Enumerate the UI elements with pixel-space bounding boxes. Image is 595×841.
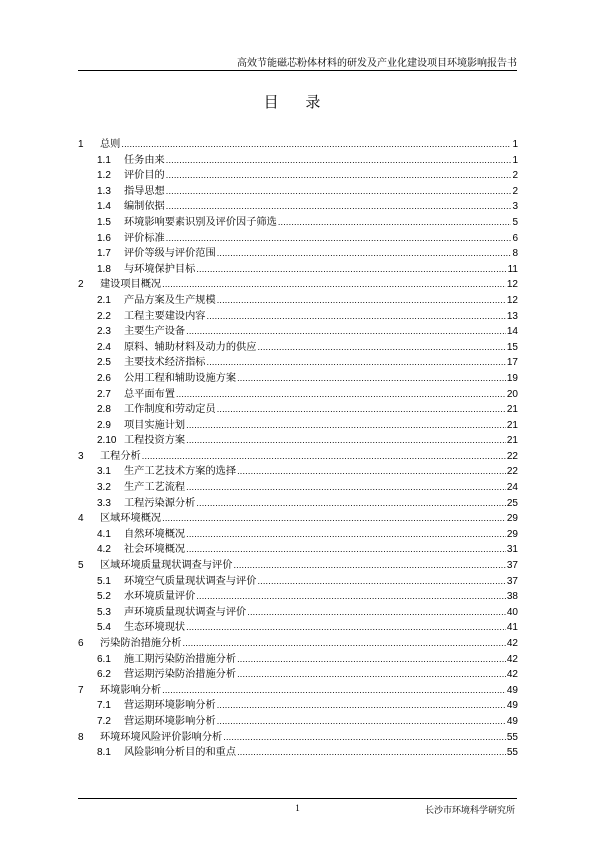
toc-dot-leader: [217, 714, 506, 730]
toc-entry-number: 1: [78, 139, 84, 150]
toc-dot-leader: [217, 698, 506, 714]
toc-entry-title: 工程主要建设内容: [124, 310, 206, 322]
toc-entry-number: 2.2: [97, 310, 111, 322]
toc-entry[interactable]: [78, 418, 518, 434]
header-rule: [78, 70, 517, 71]
footer-organization: 长沙市环境科学研究所: [424, 806, 515, 816]
toc-entry-title: 生产工艺技术方案的选择: [124, 466, 237, 478]
toc-entry-title: 主要生产设备: [124, 326, 186, 338]
toc-entry-page: 22: [506, 466, 518, 478]
toc-entry-title: 工程污染源分析: [124, 497, 196, 509]
toc-entry-title: 风险影响分析目的和重点: [124, 747, 237, 759]
toc-entry[interactable]: [78, 199, 518, 215]
toc-entry-page: 6: [512, 232, 518, 244]
toc-entry[interactable]: [78, 652, 518, 668]
toc-entry-title: 产品方案及生产规模: [124, 294, 216, 306]
toc-dot-leader: [237, 464, 506, 480]
toc-entry-title: 编制依据: [124, 201, 165, 213]
toc-entry-title: 评价标准: [124, 232, 165, 244]
toc-dot-leader: [257, 340, 505, 356]
toc-entry-number: 7: [78, 684, 84, 696]
toc-entry-title: 工程投资方案: [124, 435, 186, 447]
toc-entry-page: 31: [506, 544, 518, 556]
toc-entry-title: 水环境质量评价: [124, 591, 196, 603]
toc-entry[interactable]: [78, 246, 518, 262]
toc-entry-number: 1.8: [97, 263, 111, 275]
toc-entry-page: 37: [506, 560, 518, 572]
footer-rule: [78, 798, 517, 799]
toc-entry-title: 主要技术经济指标: [124, 357, 206, 369]
toc-entry[interactable]: [78, 137, 518, 153]
toc-entry-title: 总则: [100, 139, 121, 150]
toc-entry-page: 38: [506, 591, 518, 603]
toc-dot-leader: [217, 246, 512, 262]
toc-entry-title: 污染防治措施分析: [100, 638, 182, 649]
toc-entry[interactable]: [78, 184, 518, 200]
toc-entry-title: 环境影响要素识别及评价因子筛选: [124, 216, 277, 228]
toc-entry-page: 12: [506, 279, 518, 291]
toc-entry-number: 2.7: [97, 388, 111, 400]
toc-entry[interactable]: [78, 667, 518, 683]
toc-entry-number: 1.1: [97, 154, 111, 166]
toc-entry-page: 55: [506, 731, 518, 743]
toc-dot-leader: [278, 215, 512, 231]
toc-dot-leader: [223, 730, 506, 746]
toc-entry-page: 21: [506, 419, 518, 431]
toc-entry-title: 施工期污染防治措施分析: [124, 653, 237, 665]
toc-entry[interactable]: [78, 433, 518, 449]
table-of-contents: [78, 137, 518, 761]
toc-dot-leader: [166, 199, 512, 215]
toc-entry[interactable]: [78, 293, 518, 309]
toc-entry-page: 2: [512, 185, 518, 197]
toc-entry[interactable]: [78, 215, 518, 231]
toc-entry[interactable]: [78, 496, 518, 512]
toc-entry[interactable]: [78, 527, 518, 543]
toc-entry-page: 29: [506, 528, 518, 540]
toc-entry-number: 2.1: [97, 294, 111, 306]
toc-entry[interactable]: [78, 574, 518, 590]
toc-dot-leader: [196, 589, 506, 605]
toc-entry-number: 1.7: [97, 248, 111, 260]
toc-dot-leader: [166, 231, 512, 247]
toc-dot-leader: [186, 527, 506, 543]
toc-entry[interactable]: [78, 730, 518, 746]
toc-entry[interactable]: [78, 153, 518, 169]
toc-entry-page: 49: [506, 715, 518, 727]
toc-dot-leader: [166, 153, 512, 169]
toc-entry-number: 5.2: [97, 591, 111, 603]
running-header: 高效节能磁芯粉体材料的研发及产业化建设项目环境影响报告书: [237, 58, 517, 69]
toc-entry[interactable]: [78, 698, 518, 714]
toc-entry[interactable]: [78, 387, 518, 403]
toc-entry[interactable]: [78, 620, 518, 636]
toc-entry-page: 20: [506, 388, 518, 400]
toc-entry-title: 公用工程和辅助设施方案: [124, 372, 237, 384]
toc-entry-page: 25: [506, 497, 518, 509]
toc-entry[interactable]: [78, 480, 518, 496]
toc-entry[interactable]: [78, 605, 518, 621]
toc-entry-number: 1.2: [97, 170, 111, 182]
toc-dot-leader: [186, 324, 506, 340]
toc-entry[interactable]: [78, 371, 518, 387]
toc-entry-title: 总平面布置: [124, 388, 175, 400]
toc-entry-number: 2.5: [97, 357, 111, 369]
toc-entry-page: 21: [506, 435, 518, 447]
toc-dot-leader: [237, 652, 506, 668]
toc-dot-leader: [207, 309, 506, 325]
toc-dot-leader: [217, 402, 506, 418]
toc-entry-number: 2.9: [97, 419, 111, 431]
toc-entry-title: 与环境保护目标: [124, 263, 196, 275]
toc-dot-leader: [257, 574, 505, 590]
toc-dot-leader: [162, 683, 506, 699]
toc-entry-page: 1: [512, 139, 518, 150]
toc-entry-page: 19: [506, 372, 518, 384]
toc-entry-title: 环境影响分析: [100, 684, 162, 696]
toc-entry-page: 2: [512, 170, 518, 182]
toc-entry-title: 社会环境概况: [124, 544, 186, 556]
toc-entry[interactable]: [78, 683, 518, 699]
toc-entry-page: 37: [506, 575, 518, 587]
toc-entry-number: 1.5: [97, 216, 111, 228]
toc-entry-number: 2.4: [97, 341, 111, 353]
toc-heading: 目 录: [263, 93, 332, 111]
toc-entry[interactable]: [78, 464, 518, 480]
toc-entry[interactable]: [78, 355, 518, 371]
toc-entry-title: 生态环境现状: [124, 622, 186, 634]
toc-entry[interactable]: [78, 277, 518, 293]
toc-entry[interactable]: [78, 542, 518, 558]
toc-entry[interactable]: [78, 402, 518, 418]
toc-entry-title: 工程分析: [100, 450, 141, 462]
toc-entry-title: 评价目的: [124, 170, 165, 182]
toc-entry-number: 5.4: [97, 622, 111, 634]
toc-entry-page: 17: [506, 357, 518, 369]
toc-entry-number: 4.1: [97, 528, 111, 540]
toc-entry-number: 1.4: [97, 201, 111, 213]
toc-dot-leader: [207, 355, 506, 371]
toc-entry-page: 42: [506, 638, 518, 649]
toc-entry-number: 3: [78, 450, 84, 462]
toc-entry-page: 11: [507, 263, 518, 275]
toc-dot-leader: [186, 542, 506, 558]
toc-dot-leader: [166, 168, 512, 184]
toc-entry-title: 营运期环境影响分析: [124, 715, 216, 727]
toc-entry-title: 任务由来: [124, 154, 165, 166]
footer-page-number: 1: [295, 803, 300, 813]
toc-entry-page: 24: [506, 482, 518, 494]
toc-entry-number: 1.6: [97, 232, 111, 244]
toc-entry-title: 项目实施计划: [124, 419, 186, 431]
toc-entry-number: 3.2: [97, 482, 111, 494]
toc-entry-page: 15: [506, 341, 518, 353]
toc-entry-title: 环境空气质量现状调查与评价: [124, 575, 257, 587]
toc-entry-number: 7.1: [97, 700, 111, 712]
toc-entry[interactable]: [78, 309, 518, 325]
toc-entry-page: 42: [506, 653, 518, 665]
toc-dot-leader: [166, 184, 512, 200]
toc-entry-number: 7.2: [97, 715, 111, 727]
toc-entry-page: 49: [506, 684, 518, 696]
toc-entry-title: 区域环境质量现状调查与评价: [100, 560, 233, 572]
toc-entry-title: 区域环境概况: [100, 513, 162, 525]
toc-entry-number: 5.3: [97, 606, 111, 618]
toc-entry[interactable]: [78, 340, 518, 356]
toc-entry-number: 6.2: [97, 669, 111, 681]
toc-entry-number: 5.1: [97, 575, 111, 587]
toc-dot-leader: [186, 433, 506, 449]
toc-entry-number: 2: [78, 279, 84, 291]
toc-entry-title: 建设项目概况: [100, 279, 162, 291]
toc-entry-title: 评价等级与评价范围: [124, 248, 216, 260]
toc-entry-page: 3: [512, 201, 518, 213]
toc-dot-leader: [162, 277, 506, 293]
toc-entry-number: 2.8: [97, 404, 111, 416]
toc-entry-page: 55: [506, 747, 518, 759]
toc-entry-title: 自然环境概况: [124, 528, 186, 540]
toc-entry-title: 环境环境风险评价影响分析: [100, 731, 223, 743]
toc-entry-number: 1.3: [97, 185, 111, 197]
toc-entry[interactable]: [78, 558, 518, 574]
toc-dot-leader: [186, 620, 506, 636]
toc-entry-title: 工作制度和劳动定员: [124, 404, 216, 416]
toc-entry-number: 4.2: [97, 544, 111, 556]
toc-entry-number: 3.1: [97, 466, 111, 478]
toc-entry-number: 4: [78, 513, 84, 525]
toc-entry-title: 声环境质量现状调查与评价: [124, 606, 247, 618]
toc-entry[interactable]: [78, 324, 518, 340]
toc-entry[interactable]: [78, 262, 518, 278]
toc-dot-leader: [196, 496, 506, 512]
toc-entry-page: 13: [506, 310, 518, 322]
toc-entry-page: 1: [512, 154, 518, 166]
toc-dot-leader: [142, 449, 506, 465]
toc-entry[interactable]: [78, 168, 518, 184]
toc-dot-leader: [233, 558, 505, 574]
toc-entry-number: 3.3: [97, 497, 111, 509]
toc-entry-page: 5: [512, 216, 518, 228]
toc-entry-page: 29: [506, 513, 518, 525]
toc-entry-page: 14: [506, 326, 518, 338]
toc-dot-leader: [217, 293, 506, 309]
toc-dot-leader: [237, 667, 506, 683]
toc-dot-leader: [186, 480, 506, 496]
toc-entry-number: 2.6: [97, 372, 111, 384]
toc-entry[interactable]: [78, 449, 518, 465]
toc-entry-number: 6.1: [97, 653, 111, 665]
toc-entry[interactable]: [78, 231, 518, 247]
toc-entry[interactable]: [78, 511, 518, 527]
toc-entry[interactable]: [78, 589, 518, 605]
toc-entry-number: 2.10: [97, 435, 117, 447]
toc-entry-number: 2.3: [97, 326, 111, 338]
toc-entry[interactable]: [78, 636, 518, 652]
toc-entry-page: 49: [506, 700, 518, 712]
toc-dot-leader: [247, 605, 506, 621]
toc-dot-leader: [186, 418, 506, 434]
toc-dot-leader: [196, 262, 506, 278]
toc-entry-number: 6: [78, 638, 84, 649]
toc-entry-number: 5: [78, 560, 84, 572]
toc-entry-title: 生产工艺流程: [124, 482, 186, 494]
toc-entry-page: 12: [506, 294, 518, 306]
toc-entry[interactable]: [78, 714, 518, 730]
toc-dot-leader: [121, 137, 511, 153]
toc-dot-leader: [237, 371, 506, 387]
toc-entry-page: 41: [506, 622, 518, 634]
toc-entry-page: 21: [506, 404, 518, 416]
toc-dot-leader: [183, 636, 506, 652]
toc-entry-title: 营运期环境影响分析: [124, 700, 216, 712]
toc-dot-leader: [176, 387, 506, 403]
toc-entry-number: 8.1: [97, 747, 111, 759]
toc-entry[interactable]: [78, 745, 518, 761]
toc-dot-leader: [237, 745, 506, 761]
toc-entry-number: 8: [78, 731, 84, 743]
toc-dot-leader: [162, 511, 506, 527]
toc-entry-title: 指导思想: [124, 185, 165, 197]
toc-entry-page: 22: [506, 450, 518, 462]
toc-entry-page: 8: [512, 248, 518, 260]
toc-entry-title: 营运期污染防治措施分析: [124, 669, 237, 681]
toc-entry-page: 40: [506, 606, 518, 618]
toc-entry-page: 42: [506, 669, 518, 681]
toc-entry-title: 原料、辅助材料及动力的供应: [124, 341, 257, 353]
